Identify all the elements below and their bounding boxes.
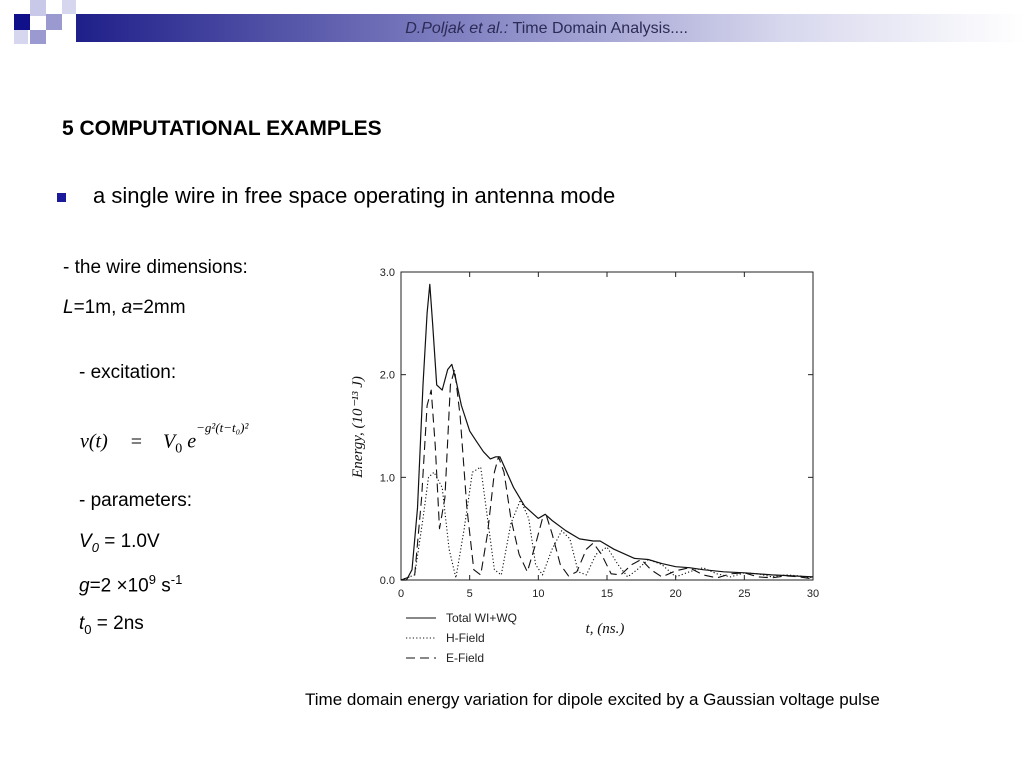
y-tick-label: 1.0 [379, 472, 395, 485]
wire-dimensions-label: - the wire dimensions: [63, 257, 248, 278]
header-title-text: Time Domain Analysis.... [512, 20, 688, 37]
x-tick-label: 25 [738, 588, 751, 600]
bullet-text: a single wire in free space operating in antenna mode [93, 183, 616, 208]
y-tick-label: 2.0 [379, 369, 395, 382]
formula-lhs: v(t) [80, 430, 108, 453]
g-unit-exp: -1 [170, 572, 183, 587]
legend-label: Total WI+WQ [446, 611, 518, 625]
excitation-formula [80, 420, 249, 458]
a-symbol: a [121, 297, 133, 318]
x-tick-label: 10 [532, 588, 545, 600]
x-axis-label: t, (ns.) [585, 621, 625, 637]
y-tick-label: 3.0 [379, 267, 395, 279]
formula-exponent: −g²(t−t₀)² [196, 420, 249, 435]
formula-V: V [163, 430, 176, 453]
legend-label: H-Field [446, 631, 485, 645]
series-line-e-field [401, 370, 813, 581]
L-symbol: L [63, 297, 74, 318]
x-tick-label: 30 [806, 588, 820, 600]
x-tick-label: 20 [669, 588, 682, 600]
param-V0 [79, 531, 160, 555]
V0-value: = 1.0V [98, 531, 160, 552]
g-unit: s [155, 575, 171, 597]
formula-e: e [187, 430, 197, 453]
wire-dimensions-values [63, 297, 186, 319]
legend-label: E-Field [446, 651, 485, 665]
series-line-h-field [401, 467, 813, 580]
g-symbol: g [79, 575, 90, 597]
energy-plot [340, 255, 840, 675]
formula-equals: = [130, 430, 143, 453]
excitation-label: - excitation: [79, 362, 177, 383]
V0-symbol: V [79, 531, 92, 552]
y-tick-label: 0.0 [379, 575, 395, 587]
t0-value: = 2ns [91, 613, 144, 634]
param-g [79, 572, 182, 597]
header-title [405, 20, 688, 38]
y-axis-label: Energy, (10⁻¹³ J) [350, 376, 366, 478]
header-authors: D.Poljak et al.: [405, 20, 509, 37]
a-value: =2mm [132, 297, 186, 318]
section-title: 5 COMPUTATIONAL EXAMPLES [62, 117, 382, 140]
g-value: =2 ×10 [89, 575, 149, 597]
bullet-square-icon [57, 193, 66, 202]
t0-symbol: t [79, 613, 85, 634]
V0-sub: 0 [91, 539, 99, 555]
x-tick-label: 15 [600, 588, 614, 600]
parameters-label: - parameters: [79, 490, 192, 511]
g-exp: 9 [148, 572, 156, 587]
plot-frame [401, 272, 813, 580]
formula-V-sub: 0 [175, 441, 183, 457]
x-tick-label: 0 [397, 588, 405, 600]
L-value: =1m, [73, 297, 122, 318]
figure-caption: Time domain energy variation for dipole excited by a Gaussian voltage pulse [305, 690, 880, 709]
param-t0 [79, 613, 144, 637]
t0-sub: 0 [84, 621, 92, 637]
x-tick-label: 5 [466, 588, 473, 600]
